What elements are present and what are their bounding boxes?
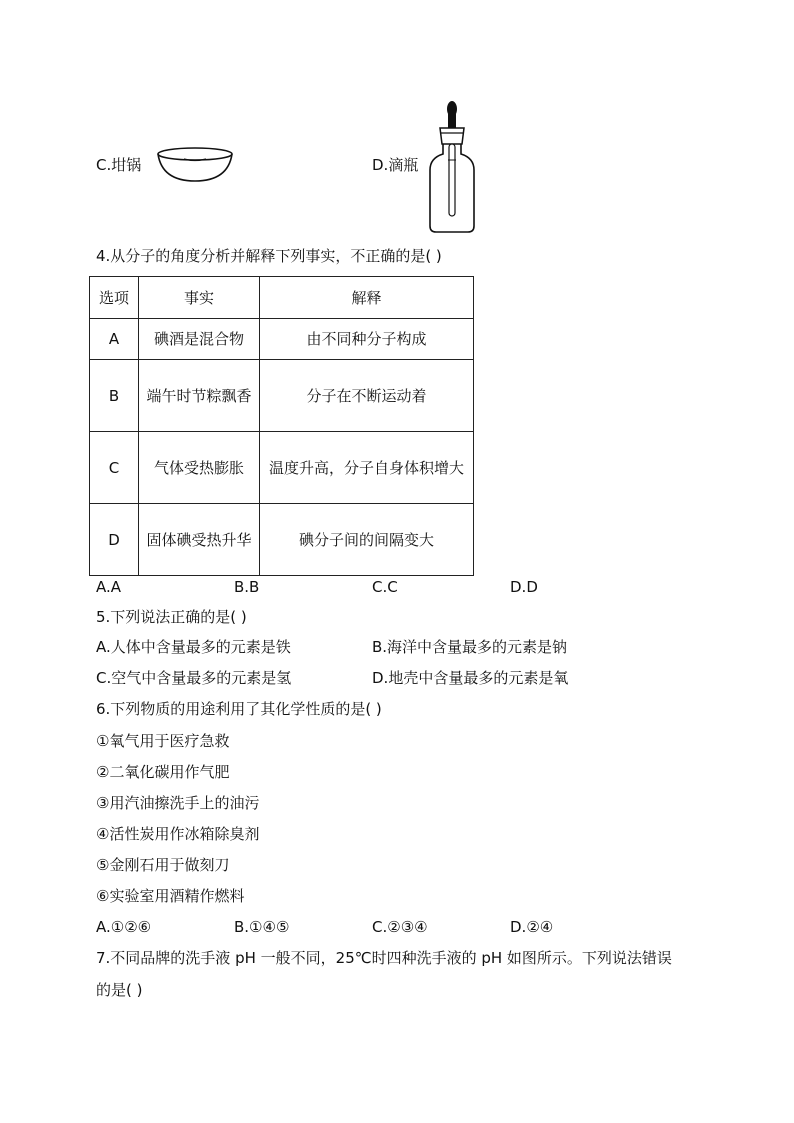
row-b-explanation: 分子在不断运动着 [260,360,474,432]
q6-item: ⑤金刚石用于做刻刀 [96,856,230,874]
q6-item: ①氧气用于医疗急救 [96,732,230,750]
row-c-fact: 气体受热膨胀 [139,432,260,504]
q7-stem-line1: 7.不同品牌的洗手液 pH 一般不同，25℃时四种洗手液的 pH 如图所示。下列说法错误 [96,949,672,967]
q4-answer-d[interactable]: D.D [510,578,538,596]
q6-item: ②二氧化碳用作气肥 [96,763,230,781]
q5-stem: 5.下列说法正确的是( ) [96,608,247,626]
row-b-option: B [90,360,139,432]
q5-answer-c[interactable]: C.空气中含量最多的元素是氢 [96,669,292,687]
q4-answer-a[interactable]: A.A [96,578,122,596]
table-row [90,504,474,576]
q6-stem: 6.下列物质的用途利用了其化学性质的是( ) [96,700,382,718]
q3-option-c-label: C.坩锅 [96,156,142,174]
table-row [90,360,474,432]
row-d-fact: 固体碘受热升华 [139,504,260,576]
q6-answer-b[interactable]: B.①④⑤ [234,918,290,936]
q6-answer-d[interactable]: D.②④ [510,918,554,936]
row-c-option: C [90,432,139,504]
q5-answer-a[interactable]: A.人体中含量最多的元素是铁 [96,638,291,656]
header-fact: 事实 [139,277,260,319]
q6-answer-a[interactable]: A.①②⑥ [96,918,152,936]
row-a-option: A [90,319,139,360]
header-explanation: 解释 [260,277,474,319]
q5-answer-b[interactable]: B.海洋中含量最多的元素是钠 [372,638,568,656]
table-header-row [90,277,474,319]
q4-table [89,276,474,576]
row-c-explanation: 温度升高，分子自身体积增大 [260,432,474,504]
row-d-explanation: 碘分子间的间隔变大 [260,504,474,576]
q6-item: ⑥实验室用酒精作燃料 [96,887,245,905]
q6-item: ④活性炭用作冰箱除臭剂 [96,825,260,843]
row-b-fact: 端午时节粽飘香 [139,360,260,432]
row-a-explanation: 由不同种分子构成 [260,319,474,360]
row-a-fact: 碘酒是混合物 [139,319,260,360]
q4-answer-c[interactable]: C.C [372,578,398,596]
q6-item: ③用汽油擦洗手上的油污 [96,794,260,812]
header-option: 选项 [90,277,139,319]
q4-answer-b[interactable]: B.B [234,578,260,596]
dropping-bottle-figure [426,100,478,234]
q7-stem-line2: 的是( ) [96,981,143,999]
q5-answer-d[interactable]: D.地壳中含量最多的元素是氧 [372,669,569,687]
q3-option-d-label: D.滴瓶 [372,156,419,174]
table-row [90,319,474,360]
q6-answer-c[interactable]: C.②③④ [372,918,428,936]
row-d-option: D [90,504,139,576]
q4-stem: 4.从分子的角度分析并解释下列事实，不正确的是( ) [96,247,442,265]
crucible-figure [154,145,236,185]
table-row [90,432,474,504]
